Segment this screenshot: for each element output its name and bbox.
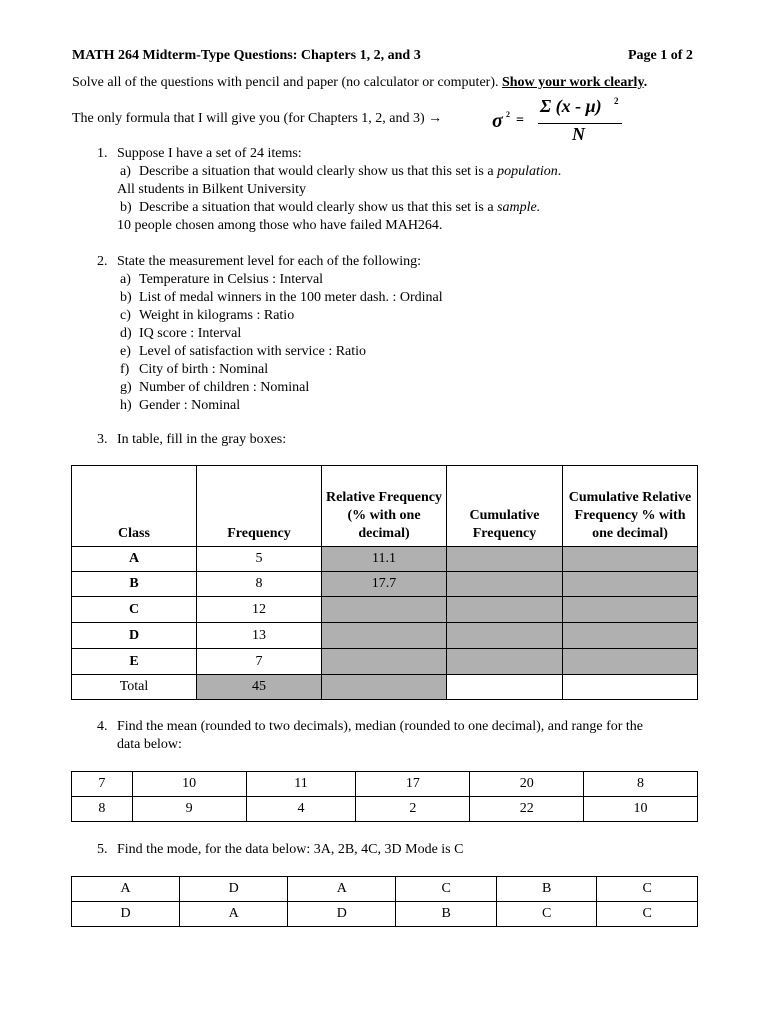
total-cumulative-frequency-cell	[447, 675, 563, 700]
q2-item: Gender : Nominal	[139, 398, 241, 413]
q1-number: 1.	[97, 146, 108, 161]
q1-a: Describe a situation that would clearly show us that this set is a population.	[139, 164, 562, 179]
q1-text: Suppose I have a set of 24 items:	[117, 146, 302, 161]
table-row	[72, 547, 698, 572]
formula-intro: The only formula that I will give you (for Chapters 1, 2, and 3) →	[72, 111, 443, 126]
relative-frequency-cell[interactable]: 17.7	[322, 572, 447, 597]
data-cell: B	[396, 902, 497, 927]
page-number: Page 1 of 2	[628, 48, 693, 63]
formula-numerator: Σ (x - μ)	[540, 96, 602, 116]
q2-item-label: f)	[120, 362, 130, 377]
data-cell: 10	[584, 797, 698, 822]
relative-frequency-cell[interactable]	[322, 623, 447, 649]
table-row	[72, 772, 698, 797]
table-row-total	[72, 675, 698, 700]
q1-b-term: sample	[497, 200, 537, 215]
data-cell: C	[597, 877, 698, 902]
sigma-symbol: σ	[492, 110, 503, 132]
q1-a-answer: All students in Bilkent University	[117, 182, 306, 197]
data-cell: A	[180, 902, 288, 927]
q4-number: 4.	[97, 719, 108, 734]
cumulative-frequency-cell[interactable]	[447, 547, 563, 572]
q2-item: IQ score : Interval	[139, 326, 242, 341]
frequency-cell: 8	[197, 572, 322, 597]
total-label: Total	[72, 675, 197, 700]
total-relative-frequency-cell[interactable]	[322, 675, 447, 700]
data-cell: A	[72, 877, 180, 902]
class-cell: E	[72, 649, 197, 675]
cumulative-frequency-cell[interactable]	[447, 649, 563, 675]
data-cell: 9	[132, 797, 246, 822]
cumulative-relative-frequency-cell[interactable]	[563, 649, 698, 675]
q2-number: 2.	[97, 254, 108, 269]
class-cell: A	[72, 547, 197, 572]
cumulative-frequency-cell[interactable]	[447, 597, 563, 623]
q2-item: City of birth : Nominal	[139, 362, 269, 377]
document-title: MATH 264 Midterm-Type Questions: Chapters 1, 2, and 3	[72, 48, 421, 63]
q5-text: Find the mode, for the data below: 3A, 2B, 4C, 3D Mode is C	[117, 842, 464, 857]
q1-b-text: Describe a situation that would clearly show us that this set is a	[139, 200, 494, 215]
table-row	[72, 877, 698, 902]
table-row	[72, 649, 698, 675]
sigma-exponent: 2	[506, 110, 510, 119]
q1-a-term: population	[497, 164, 558, 179]
cumulative-relative-frequency-cell[interactable]	[563, 597, 698, 623]
cumulative-frequency-cell[interactable]	[447, 572, 563, 597]
data-cell: 20	[470, 772, 584, 797]
instructions-emphasis: Show your work clearly	[501, 75, 644, 90]
relative-frequency-cell[interactable]	[322, 649, 447, 675]
total-cumulative-relative-frequency-cell	[563, 675, 698, 700]
q2-item: List of medal winners in the 100 meter dash. : Ordinal	[139, 290, 443, 305]
table-row	[72, 572, 698, 597]
q1-b-label: b)	[120, 200, 132, 215]
q4-data-table	[71, 771, 698, 822]
q2-item: Weight in kilograms : Ratio	[139, 308, 295, 323]
data-cell: 11	[246, 772, 356, 797]
data-cell: 7	[72, 772, 133, 797]
instructions: Solve all of the questions with pencil and paper (no calculator or computer). Show your work clearly.	[72, 75, 648, 90]
q2-text: State the measurement level for each of the following:	[117, 254, 422, 269]
variance-formula	[492, 96, 632, 148]
relative-frequency-cell[interactable]	[322, 597, 447, 623]
q1-b-answer: 10 people chosen among those who have failed MAH264.	[117, 218, 443, 233]
cumulative-relative-frequency-cell[interactable]	[563, 623, 698, 649]
q2-item-label: e)	[120, 344, 131, 359]
class-cell: B	[72, 572, 197, 597]
q5-data-table	[71, 876, 698, 927]
q3-text: In table, fill in the gray boxes:	[117, 432, 287, 447]
frequency-cell: 12	[197, 597, 322, 623]
q2-item-label: a)	[120, 272, 131, 287]
instructions-text: Solve all of the questions with pencil and paper (no calculator or computer).	[72, 75, 499, 90]
data-cell: C	[597, 902, 698, 927]
q2-item-label: b)	[120, 290, 132, 305]
table-row	[72, 797, 698, 822]
data-cell: 8	[72, 797, 133, 822]
q2-item: Temperature in Celsius : Interval	[139, 272, 324, 287]
data-cell: C	[396, 877, 497, 902]
q4-text: Find the mean (rounded to two decimals), median (rounded to one decimal), and range for the	[117, 719, 643, 734]
q1-a-label: a)	[120, 164, 131, 179]
data-cell: 22	[470, 797, 584, 822]
data-cell: D	[180, 877, 288, 902]
header-cumulative-frequency: Cumulative Frequency	[447, 466, 563, 547]
data-cell: 4	[246, 797, 356, 822]
frequency-cell: 7	[197, 649, 322, 675]
q1-b: Describe a situation that would clearly show us that this set is a sample.	[139, 200, 541, 215]
header-cumulative-relative-frequency: Cumulative Relative Frequency % with one decimal)	[563, 466, 698, 547]
frequency-table	[71, 465, 698, 700]
data-cell: 17	[356, 772, 470, 797]
equals-sign: =	[516, 113, 524, 128]
total-frequency-cell[interactable]: 45	[197, 675, 322, 700]
q2-item: Number of children : Nominal	[139, 380, 310, 395]
cumulative-relative-frequency-cell[interactable]	[563, 547, 698, 572]
class-cell: D	[72, 623, 197, 649]
q1-a-text: Describe a situation that would clearly show us that this set is a	[139, 164, 494, 179]
frequency-cell: 5	[197, 547, 322, 572]
numerator-exponent: 2	[614, 96, 619, 106]
relative-frequency-cell[interactable]: 11.1	[322, 547, 447, 572]
header-class: Class	[72, 466, 197, 547]
cumulative-frequency-cell[interactable]	[447, 623, 563, 649]
table-row	[72, 902, 698, 927]
data-cell: C	[496, 902, 597, 927]
class-cell: C	[72, 597, 197, 623]
data-cell: D	[288, 902, 396, 927]
q5-number: 5.	[97, 842, 108, 857]
data-cell: 2	[356, 797, 470, 822]
q3-number: 3.	[97, 432, 108, 447]
frequency-cell: 13	[197, 623, 322, 649]
q2-item-label: h)	[120, 398, 132, 413]
formula-denominator: N	[572, 124, 585, 144]
q2-item-label: d)	[120, 326, 132, 341]
data-cell: D	[72, 902, 180, 927]
header-frequency: Frequency	[197, 466, 322, 547]
table-row	[72, 623, 698, 649]
q2-item-label: g)	[120, 380, 132, 395]
cumulative-relative-frequency-cell[interactable]	[563, 572, 698, 597]
q2-item: Level of satisfaction with service : Ratio	[139, 344, 367, 359]
data-cell: A	[288, 877, 396, 902]
table-row	[72, 597, 698, 623]
data-cell: 10	[132, 772, 246, 797]
data-cell: 8	[584, 772, 698, 797]
header-relative-frequency: Relative Frequency (% with one decimal)	[322, 466, 447, 547]
data-cell: B	[496, 877, 597, 902]
q2-item-label: c)	[120, 308, 131, 323]
q4-text-cont: data below:	[117, 737, 182, 752]
